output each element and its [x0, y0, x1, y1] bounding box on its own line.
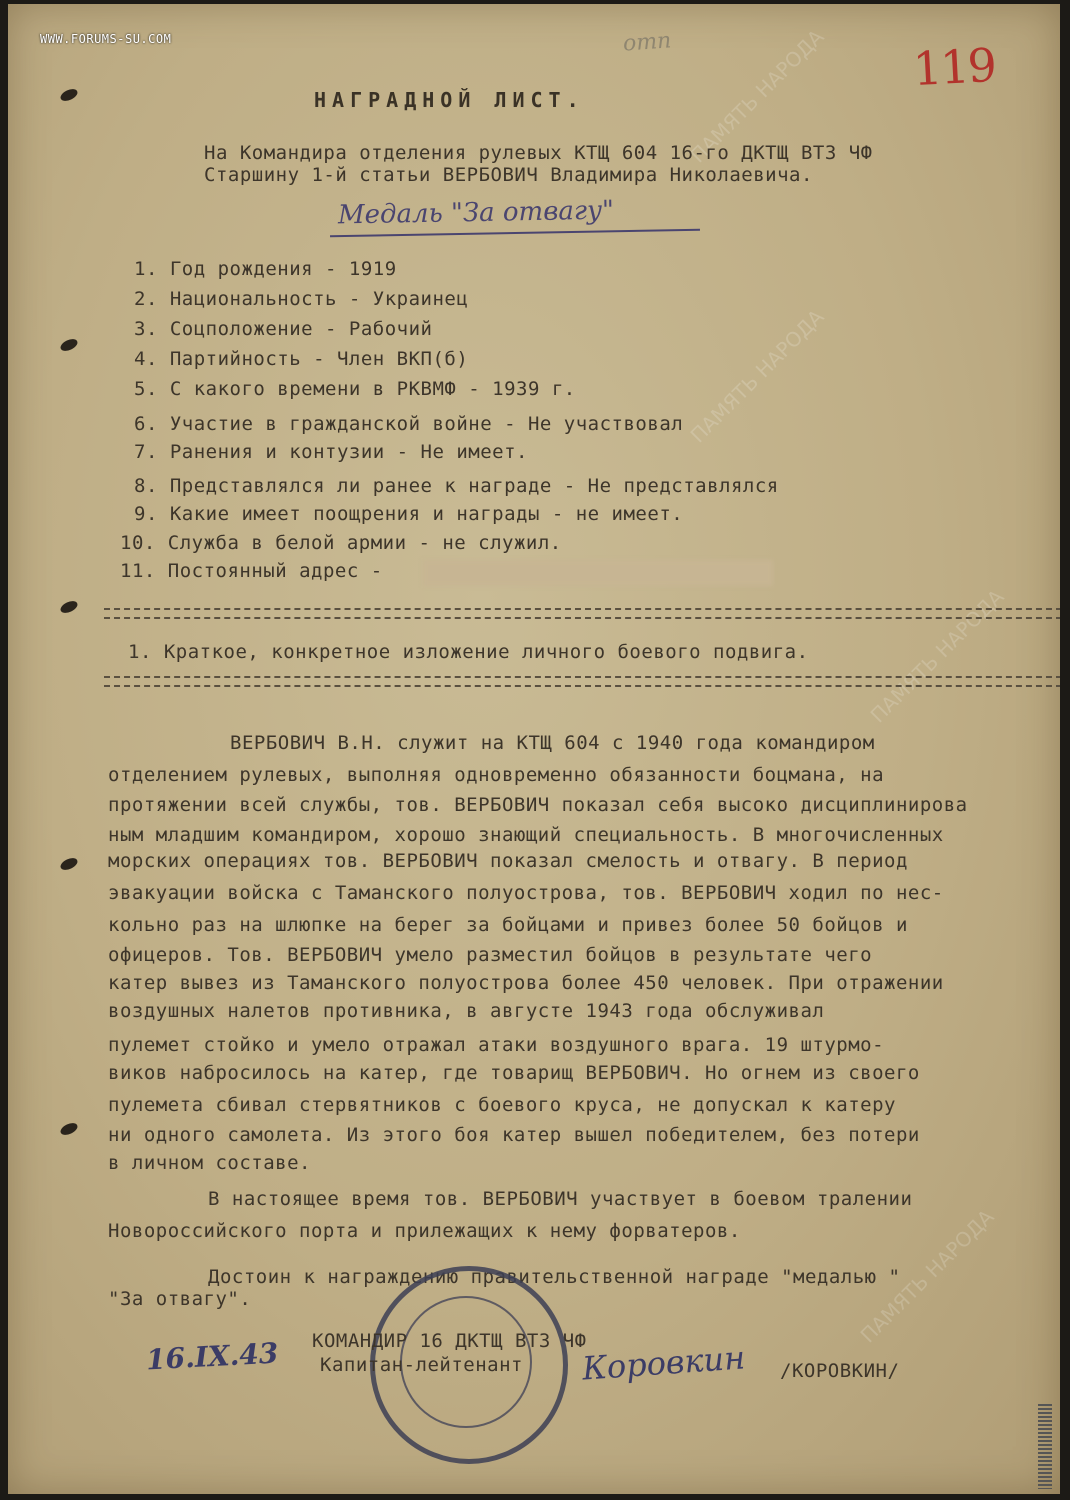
body-line: отделением рулевых, выполняя одновременно обязанности боцмана, на — [108, 764, 885, 786]
header-line: На Командира отделения рулевых КТЩ 604 16-го ДКТЩ ВТЗ ЧФ — [204, 142, 873, 164]
body-line: воздушных налетов противника, в августе 1943 года обслуживал — [108, 1000, 825, 1022]
side-watermark: ПАМЯТЬ НАРОДА — [865, 584, 1009, 728]
body-line: пулемета сбивал стервятников с боевого круса, не допускал к катеру — [108, 1094, 896, 1116]
question-item: 4. Партийность - Член ВКП(б) — [134, 348, 469, 370]
body-line: Новороссийского порта и прилежащих к нему форватеров. — [108, 1220, 741, 1242]
body-line: "За отвагу". — [108, 1288, 252, 1310]
page-number: 119 — [911, 37, 997, 97]
body-line: ным младшим командиром, хорошо знающий специальность. В многочисленных — [108, 824, 944, 846]
side-watermark: ПАМЯТЬ НАРОДА — [685, 24, 829, 168]
question-item: 2. Национальность - Украинец — [134, 288, 469, 310]
section-header: 1. Краткое, конкретное изложение личного боевого подвига. — [128, 641, 809, 663]
body-line: офицеров. Тов. ВЕРБОВИЧ умело разместил бойцов в результате чего — [108, 944, 873, 966]
side-watermark: ПАМЯТЬ НАРОДА — [685, 304, 829, 448]
award-sheet-page — [8, 4, 1060, 1494]
question-item: 11. Постоянный адрес - — [120, 560, 383, 582]
punch-hole — [59, 599, 80, 616]
signature-name: /КОРОВКИН/ — [780, 1360, 900, 1382]
side-watermark: ПАМЯТЬ НАРОДА — [855, 1204, 999, 1348]
question-item: 8. Представлялся ли ранее к награде - Не представлялся — [134, 475, 779, 497]
signature-title: КОМАНДИР 16 ДКТЩ ВТЗ ЧФ — [312, 1330, 587, 1352]
question-item: 7. Ранения и контузии - Не имеет. — [134, 441, 528, 463]
handwritten-date: 16.IX.43 — [145, 1336, 280, 1377]
punch-hole — [59, 856, 80, 873]
body-line: В настоящее время тов. ВЕРБОВИЧ участвует в боевом тралении — [208, 1188, 913, 1210]
body-line: Достоин к награждению правительственной награде "медалью " — [208, 1266, 901, 1288]
pencil-note: отп — [622, 28, 673, 57]
medal-underline — [330, 229, 700, 237]
signature-rank: Капитан-лейтенант — [320, 1354, 523, 1376]
question-item: 1. Год рождения - 1919 — [134, 258, 397, 280]
body-line: ни одного самолета. Из этого боя катер вышел победителем, без потери — [108, 1124, 920, 1146]
redacted-address — [423, 560, 773, 586]
signature-handwritten: Коровкин — [580, 1338, 747, 1388]
body-line: виков набросилось на катер, где товарищ ВЕРБОВИЧ. Но огнем из своего — [108, 1062, 920, 1084]
body-line: морских операциях тов. ВЕРБОВИЧ показал смелость и отвагу. В период — [108, 850, 908, 872]
body-line: пулемет стойко и умело отражал атаки воздушного врага. 19 штурмо- — [108, 1034, 885, 1056]
question-item: 10. Служба в белой армии - не служил. — [120, 532, 562, 554]
body-line: катер вывез из Таманского полуострова более 450 человек. При отражении — [108, 972, 944, 994]
question-item: 6. Участие в гражданской войне - Не участвовал — [134, 413, 684, 435]
body-line: кольно раз на шлюпке на берег за бойцами и привез более 50 бойцов и — [108, 914, 908, 936]
dashed-divider — [104, 608, 1060, 619]
punch-hole — [59, 337, 80, 354]
body-line: ВЕРБОВИЧ В.Н. служит на КТЩ 604 с 1940 года командиром — [230, 732, 875, 754]
document-title: НАГРАДНОЙ ЛИСТ. — [314, 88, 585, 112]
body-line: протяжении всей службы, тов. ВЕРБОВИЧ показал себя высоко дисциплинирова — [108, 794, 968, 816]
punch-hole — [59, 87, 80, 104]
header-line: Старшину 1-й статьи ВЕРБОВИЧ Владимира Николаевича. — [204, 164, 813, 186]
body-line: эвакуации войска с Таманского полуострова, тов. ВЕРБОВИЧ ходил по нес- — [108, 882, 944, 904]
archive-barcode — [1038, 1404, 1052, 1489]
question-item: 3. Соцположение - Рабочий — [134, 318, 433, 340]
dashed-divider — [104, 676, 1060, 687]
site-watermark: WWW.FORUMS-SU.COM — [40, 32, 172, 46]
punch-hole — [59, 1121, 80, 1138]
body-line: в личном составе. — [108, 1152, 311, 1174]
medal-handwritten: Медаль "За отвагу" — [337, 195, 615, 231]
question-item: 5. С какого времени в РКВМФ - 1939 г. — [134, 378, 576, 400]
question-item: 9. Какие имеет поощрения и награды - не имеет. — [134, 503, 684, 525]
